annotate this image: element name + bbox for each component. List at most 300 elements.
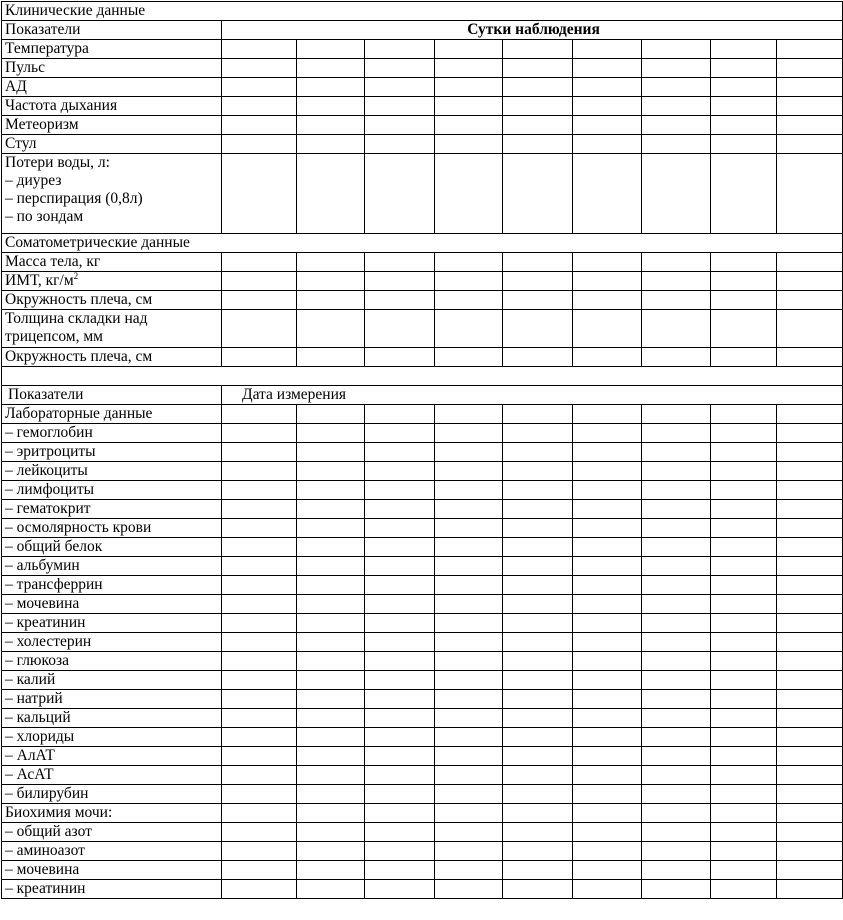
data-cell[interactable] <box>777 500 843 519</box>
data-cell[interactable] <box>777 861 843 880</box>
data-cell[interactable] <box>365 614 435 633</box>
data-cell[interactable] <box>435 766 503 785</box>
data-cell[interactable] <box>297 116 365 135</box>
data-cell[interactable] <box>222 462 297 481</box>
data-cell[interactable] <box>435 405 503 424</box>
data-cell[interactable] <box>573 842 642 861</box>
data-cell[interactable] <box>711 633 777 652</box>
data-cell[interactable] <box>503 310 573 348</box>
data-cell[interactable] <box>365 519 435 538</box>
data-cell[interactable] <box>365 861 435 880</box>
data-cell[interactable] <box>365 557 435 576</box>
data-cell[interactable] <box>573 97 642 116</box>
data-cell[interactable] <box>222 880 297 899</box>
data-cell[interactable] <box>435 59 503 78</box>
data-cell[interactable] <box>777 785 843 804</box>
data-cell[interactable] <box>222 500 297 519</box>
data-cell[interactable] <box>503 614 573 633</box>
data-cell[interactable] <box>297 633 365 652</box>
data-cell[interactable] <box>365 728 435 747</box>
data-cell[interactable] <box>222 253 297 272</box>
data-cell[interactable] <box>297 595 365 614</box>
data-cell[interactable] <box>435 880 503 899</box>
data-cell[interactable] <box>435 804 503 823</box>
data-cell[interactable] <box>573 443 642 462</box>
data-cell[interactable] <box>711 78 777 97</box>
data-cell[interactable] <box>365 747 435 766</box>
data-cell[interactable] <box>222 766 297 785</box>
data-cell[interactable] <box>573 614 642 633</box>
data-cell[interactable] <box>642 59 711 78</box>
data-cell[interactable] <box>365 253 435 272</box>
data-cell[interactable] <box>573 880 642 899</box>
data-cell[interactable] <box>642 40 711 59</box>
data-cell[interactable] <box>777 595 843 614</box>
data-cell[interactable] <box>711 405 777 424</box>
data-cell[interactable] <box>573 424 642 443</box>
data-cell[interactable] <box>435 348 503 367</box>
data-cell[interactable] <box>503 135 573 154</box>
data-cell[interactable] <box>222 424 297 443</box>
data-cell[interactable] <box>711 671 777 690</box>
data-cell[interactable] <box>297 823 365 842</box>
data-cell[interactable] <box>435 116 503 135</box>
data-cell[interactable] <box>503 842 573 861</box>
data-cell[interactable] <box>435 500 503 519</box>
data-cell[interactable] <box>365 116 435 135</box>
data-cell[interactable] <box>365 500 435 519</box>
data-cell[interactable] <box>503 272 573 291</box>
data-cell[interactable] <box>777 154 843 234</box>
data-cell[interactable] <box>503 116 573 135</box>
data-cell[interactable] <box>573 519 642 538</box>
data-cell[interactable] <box>642 595 711 614</box>
data-cell[interactable] <box>435 443 503 462</box>
data-cell[interactable] <box>365 272 435 291</box>
data-cell[interactable] <box>297 614 365 633</box>
data-cell[interactable] <box>297 253 365 272</box>
data-cell[interactable] <box>573 652 642 671</box>
data-cell[interactable] <box>435 652 503 671</box>
data-cell[interactable] <box>365 595 435 614</box>
data-cell[interactable] <box>297 40 365 59</box>
data-cell[interactable] <box>777 709 843 728</box>
data-cell[interactable] <box>297 443 365 462</box>
data-cell[interactable] <box>642 728 711 747</box>
data-cell[interactable] <box>711 709 777 728</box>
data-cell[interactable] <box>711 595 777 614</box>
data-cell[interactable] <box>777 690 843 709</box>
data-cell[interactable] <box>642 481 711 500</box>
data-cell[interactable] <box>365 405 435 424</box>
data-cell[interactable] <box>642 766 711 785</box>
data-cell[interactable] <box>503 253 573 272</box>
data-cell[interactable] <box>365 690 435 709</box>
data-cell[interactable] <box>503 40 573 59</box>
data-cell[interactable] <box>435 97 503 116</box>
data-cell[interactable] <box>503 59 573 78</box>
data-cell[interactable] <box>222 40 297 59</box>
data-cell[interactable] <box>642 804 711 823</box>
data-cell[interactable] <box>435 519 503 538</box>
data-cell[interactable] <box>503 671 573 690</box>
data-cell[interactable] <box>711 576 777 595</box>
data-cell[interactable] <box>435 557 503 576</box>
data-cell[interactable] <box>435 310 503 348</box>
data-cell[interactable] <box>711 614 777 633</box>
data-cell[interactable] <box>365 40 435 59</box>
data-cell[interactable] <box>222 519 297 538</box>
data-cell[interactable] <box>642 405 711 424</box>
data-cell[interactable] <box>222 443 297 462</box>
data-cell[interactable] <box>777 633 843 652</box>
data-cell[interactable] <box>642 78 711 97</box>
data-cell[interactable] <box>642 272 711 291</box>
data-cell[interactable] <box>297 747 365 766</box>
data-cell[interactable] <box>642 135 711 154</box>
data-cell[interactable] <box>365 880 435 899</box>
data-cell[interactable] <box>777 424 843 443</box>
data-cell[interactable] <box>503 481 573 500</box>
data-cell[interactable] <box>365 97 435 116</box>
data-cell[interactable] <box>711 424 777 443</box>
data-cell[interactable] <box>642 97 711 116</box>
data-cell[interactable] <box>297 766 365 785</box>
data-cell[interactable] <box>777 59 843 78</box>
data-cell[interactable] <box>711 804 777 823</box>
data-cell[interactable] <box>642 785 711 804</box>
data-cell[interactable] <box>297 97 365 116</box>
data-cell[interactable] <box>573 747 642 766</box>
data-cell[interactable] <box>777 291 843 310</box>
data-cell[interactable] <box>642 614 711 633</box>
data-cell[interactable] <box>297 135 365 154</box>
data-cell[interactable] <box>777 462 843 481</box>
data-cell[interactable] <box>573 59 642 78</box>
data-cell[interactable] <box>365 671 435 690</box>
data-cell[interactable] <box>297 861 365 880</box>
data-cell[interactable] <box>222 785 297 804</box>
data-cell[interactable] <box>297 880 365 899</box>
data-cell[interactable] <box>435 481 503 500</box>
data-cell[interactable] <box>711 766 777 785</box>
data-cell[interactable] <box>711 652 777 671</box>
data-cell[interactable] <box>777 842 843 861</box>
data-cell[interactable] <box>503 557 573 576</box>
data-cell[interactable] <box>297 310 365 348</box>
data-cell[interactable] <box>435 40 503 59</box>
data-cell[interactable] <box>642 443 711 462</box>
data-cell[interactable] <box>222 538 297 557</box>
data-cell[interactable] <box>573 310 642 348</box>
data-cell[interactable] <box>297 272 365 291</box>
data-cell[interactable] <box>222 291 297 310</box>
data-cell[interactable] <box>642 154 711 234</box>
data-cell[interactable] <box>573 272 642 291</box>
data-cell[interactable] <box>297 405 365 424</box>
data-cell[interactable] <box>711 443 777 462</box>
data-cell[interactable] <box>435 291 503 310</box>
data-cell[interactable] <box>573 671 642 690</box>
data-cell[interactable] <box>642 861 711 880</box>
data-cell[interactable] <box>222 272 297 291</box>
data-cell[interactable] <box>642 842 711 861</box>
data-cell[interactable] <box>711 500 777 519</box>
data-cell[interactable] <box>711 880 777 899</box>
data-cell[interactable] <box>297 481 365 500</box>
data-cell[interactable] <box>777 576 843 595</box>
data-cell[interactable] <box>777 135 843 154</box>
data-cell[interactable] <box>365 652 435 671</box>
data-cell[interactable] <box>435 424 503 443</box>
data-cell[interactable] <box>435 842 503 861</box>
data-cell[interactable] <box>777 481 843 500</box>
data-cell[interactable] <box>777 557 843 576</box>
data-cell[interactable] <box>711 154 777 234</box>
data-cell[interactable] <box>642 424 711 443</box>
data-cell[interactable] <box>503 652 573 671</box>
data-cell[interactable] <box>573 861 642 880</box>
data-cell[interactable] <box>503 576 573 595</box>
data-cell[interactable] <box>777 538 843 557</box>
data-cell[interactable] <box>503 690 573 709</box>
data-cell[interactable] <box>711 272 777 291</box>
data-cell[interactable] <box>711 253 777 272</box>
data-cell[interactable] <box>573 576 642 595</box>
data-cell[interactable] <box>642 690 711 709</box>
data-cell[interactable] <box>573 766 642 785</box>
data-cell[interactable] <box>642 538 711 557</box>
data-cell[interactable] <box>222 690 297 709</box>
data-cell[interactable] <box>503 97 573 116</box>
data-cell[interactable] <box>711 59 777 78</box>
data-cell[interactable] <box>711 557 777 576</box>
data-cell[interactable] <box>573 462 642 481</box>
data-cell[interactable] <box>365 462 435 481</box>
data-cell[interactable] <box>365 538 435 557</box>
data-cell[interactable] <box>642 348 711 367</box>
data-cell[interactable] <box>435 728 503 747</box>
data-cell[interactable] <box>297 424 365 443</box>
data-cell[interactable] <box>365 823 435 842</box>
data-cell[interactable] <box>503 443 573 462</box>
data-cell[interactable] <box>435 823 503 842</box>
data-cell[interactable] <box>711 538 777 557</box>
data-cell[interactable] <box>777 253 843 272</box>
data-cell[interactable] <box>297 500 365 519</box>
data-cell[interactable] <box>777 116 843 135</box>
data-cell[interactable] <box>297 291 365 310</box>
data-cell[interactable] <box>711 135 777 154</box>
data-cell[interactable] <box>642 253 711 272</box>
data-cell[interactable] <box>777 97 843 116</box>
data-cell[interactable] <box>503 747 573 766</box>
data-cell[interactable] <box>503 78 573 97</box>
data-cell[interactable] <box>642 823 711 842</box>
data-cell[interactable] <box>222 747 297 766</box>
data-cell[interactable] <box>573 804 642 823</box>
data-cell[interactable] <box>222 557 297 576</box>
data-cell[interactable] <box>642 291 711 310</box>
data-cell[interactable] <box>503 291 573 310</box>
data-cell[interactable] <box>435 135 503 154</box>
data-cell[interactable] <box>573 557 642 576</box>
data-cell[interactable] <box>642 709 711 728</box>
data-cell[interactable] <box>573 481 642 500</box>
data-cell[interactable] <box>711 519 777 538</box>
data-cell[interactable] <box>711 861 777 880</box>
data-cell[interactable] <box>573 291 642 310</box>
data-cell[interactable] <box>297 78 365 97</box>
data-cell[interactable] <box>435 538 503 557</box>
data-cell[interactable] <box>365 576 435 595</box>
data-cell[interactable] <box>222 78 297 97</box>
data-cell[interactable] <box>711 785 777 804</box>
data-cell[interactable] <box>365 785 435 804</box>
data-cell[interactable] <box>222 116 297 135</box>
data-cell[interactable] <box>365 424 435 443</box>
data-cell[interactable] <box>297 690 365 709</box>
data-cell[interactable] <box>297 804 365 823</box>
data-cell[interactable] <box>222 97 297 116</box>
data-cell[interactable] <box>435 253 503 272</box>
data-cell[interactable] <box>297 709 365 728</box>
data-cell[interactable] <box>222 842 297 861</box>
data-cell[interactable] <box>777 443 843 462</box>
data-cell[interactable] <box>711 823 777 842</box>
data-cell[interactable] <box>365 348 435 367</box>
data-cell[interactable] <box>222 861 297 880</box>
data-cell[interactable] <box>573 595 642 614</box>
data-cell[interactable] <box>573 135 642 154</box>
data-cell[interactable] <box>435 614 503 633</box>
data-cell[interactable] <box>711 481 777 500</box>
data-cell[interactable] <box>777 766 843 785</box>
data-cell[interactable] <box>777 310 843 348</box>
data-cell[interactable] <box>777 272 843 291</box>
data-cell[interactable] <box>297 785 365 804</box>
data-cell[interactable] <box>777 348 843 367</box>
data-cell[interactable] <box>365 154 435 234</box>
data-cell[interactable] <box>642 633 711 652</box>
data-cell[interactable] <box>777 804 843 823</box>
data-cell[interactable] <box>642 500 711 519</box>
data-cell[interactable] <box>711 116 777 135</box>
data-cell[interactable] <box>365 443 435 462</box>
data-cell[interactable] <box>777 78 843 97</box>
data-cell[interactable] <box>711 348 777 367</box>
data-cell[interactable] <box>573 823 642 842</box>
data-cell[interactable] <box>777 747 843 766</box>
data-cell[interactable] <box>777 728 843 747</box>
data-cell[interactable] <box>435 785 503 804</box>
data-cell[interactable] <box>365 291 435 310</box>
data-cell[interactable] <box>435 633 503 652</box>
data-cell[interactable] <box>222 614 297 633</box>
data-cell[interactable] <box>222 135 297 154</box>
data-cell[interactable] <box>503 766 573 785</box>
data-cell[interactable] <box>573 500 642 519</box>
data-cell[interactable] <box>435 78 503 97</box>
data-cell[interactable] <box>642 519 711 538</box>
data-cell[interactable] <box>777 405 843 424</box>
data-cell[interactable] <box>365 709 435 728</box>
data-cell[interactable] <box>711 97 777 116</box>
data-cell[interactable] <box>642 880 711 899</box>
data-cell[interactable] <box>711 462 777 481</box>
data-cell[interactable] <box>222 310 297 348</box>
data-cell[interactable] <box>222 576 297 595</box>
data-cell[interactable] <box>711 291 777 310</box>
data-cell[interactable] <box>435 671 503 690</box>
data-cell[interactable] <box>365 481 435 500</box>
data-cell[interactable] <box>365 135 435 154</box>
data-cell[interactable] <box>222 59 297 78</box>
data-cell[interactable] <box>777 519 843 538</box>
data-cell[interactable] <box>642 747 711 766</box>
data-cell[interactable] <box>642 116 711 135</box>
data-cell[interactable] <box>777 652 843 671</box>
data-cell[interactable] <box>777 880 843 899</box>
data-cell[interactable] <box>777 40 843 59</box>
data-cell[interactable] <box>297 59 365 78</box>
data-cell[interactable] <box>365 310 435 348</box>
data-cell[interactable] <box>222 823 297 842</box>
data-cell[interactable] <box>642 671 711 690</box>
data-cell[interactable] <box>503 804 573 823</box>
data-cell[interactable] <box>503 728 573 747</box>
data-cell[interactable] <box>711 842 777 861</box>
data-cell[interactable] <box>365 842 435 861</box>
data-cell[interactable] <box>503 348 573 367</box>
data-cell[interactable] <box>503 823 573 842</box>
data-cell[interactable] <box>297 842 365 861</box>
data-cell[interactable] <box>711 728 777 747</box>
data-cell[interactable] <box>297 462 365 481</box>
data-cell[interactable] <box>297 348 365 367</box>
data-cell[interactable] <box>503 424 573 443</box>
data-cell[interactable] <box>573 78 642 97</box>
data-cell[interactable] <box>503 633 573 652</box>
data-cell[interactable] <box>573 728 642 747</box>
data-cell[interactable] <box>503 538 573 557</box>
data-cell[interactable] <box>297 671 365 690</box>
data-cell[interactable] <box>365 804 435 823</box>
data-cell[interactable] <box>297 728 365 747</box>
data-cell[interactable] <box>573 633 642 652</box>
data-cell[interactable] <box>435 462 503 481</box>
data-cell[interactable] <box>503 861 573 880</box>
data-cell[interactable] <box>297 652 365 671</box>
data-cell[interactable] <box>642 576 711 595</box>
data-cell[interactable] <box>435 272 503 291</box>
data-cell[interactable] <box>222 481 297 500</box>
data-cell[interactable] <box>222 804 297 823</box>
data-cell[interactable] <box>573 538 642 557</box>
data-cell[interactable] <box>222 728 297 747</box>
data-cell[interactable] <box>777 614 843 633</box>
data-cell[interactable] <box>435 576 503 595</box>
data-cell[interactable] <box>503 709 573 728</box>
data-cell[interactable] <box>573 40 642 59</box>
data-cell[interactable] <box>435 154 503 234</box>
data-cell[interactable] <box>503 785 573 804</box>
data-cell[interactable] <box>297 538 365 557</box>
data-cell[interactable] <box>642 652 711 671</box>
data-cell[interactable] <box>573 405 642 424</box>
data-cell[interactable] <box>503 880 573 899</box>
data-cell[interactable] <box>711 310 777 348</box>
